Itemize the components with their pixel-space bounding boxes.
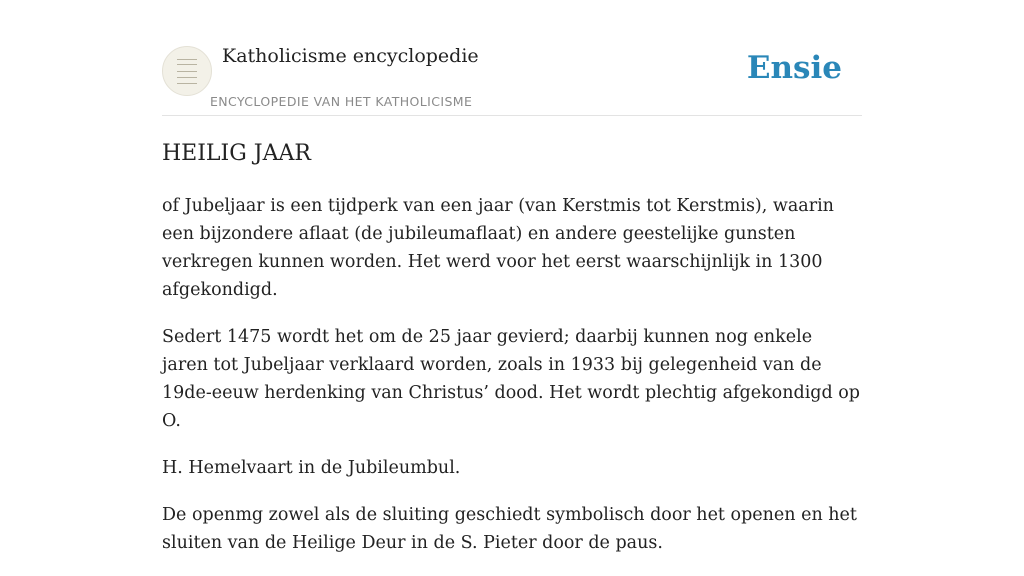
article-paragraph: Sedert 1475 wordt het om de 25 jaar gevierd; daarbij kunnen nog enkele jaren tot Jubeljaar verklaard worden, zoals in 1933 bij gelegenheid van de 19de-eeuw herdenking van Christus’ dood. Het wordt plechtig afgekondigd op O. [162, 327, 860, 431]
cover-decoration [177, 83, 197, 84]
article-paragraph: De openmg zowel als de sluiting geschiedt symbolisch door het openen en het sluiten van de Heilige Deur in de S. Pieter door de paus. [162, 505, 857, 553]
book-title-link[interactable]: Katholicisme encyclopedie [222, 45, 479, 67]
ensie-logo-link[interactable]: Ensie [746, 50, 842, 86]
cover-decoration [177, 77, 197, 78]
book-cover-image[interactable] [162, 46, 212, 96]
article-paragraph: H. Hemelvaart in de Jubileumbul. [162, 458, 461, 478]
cover-decoration [177, 59, 197, 60]
header [162, 40, 862, 116]
article-title: HEILIG JAAR [162, 141, 311, 166]
cover-decoration [177, 71, 197, 72]
article [162, 138, 862, 576]
cover-decoration [177, 64, 197, 65]
article-paragraph: of Jubeljaar is een tijdperk van een jaar (van Kerstmis tot Kerstmis), waarin een bijzondere aflaat (de jubileumaflaat) en andere geestelijke gunsten verkregen kunnen worden. Het werd voor het eerst waarschijnlijk in 1300 afgekondigd. [162, 196, 834, 300]
book-subtitle: ENCYCLOPEDIE VAN HET KATHOLICISME [210, 94, 473, 109]
